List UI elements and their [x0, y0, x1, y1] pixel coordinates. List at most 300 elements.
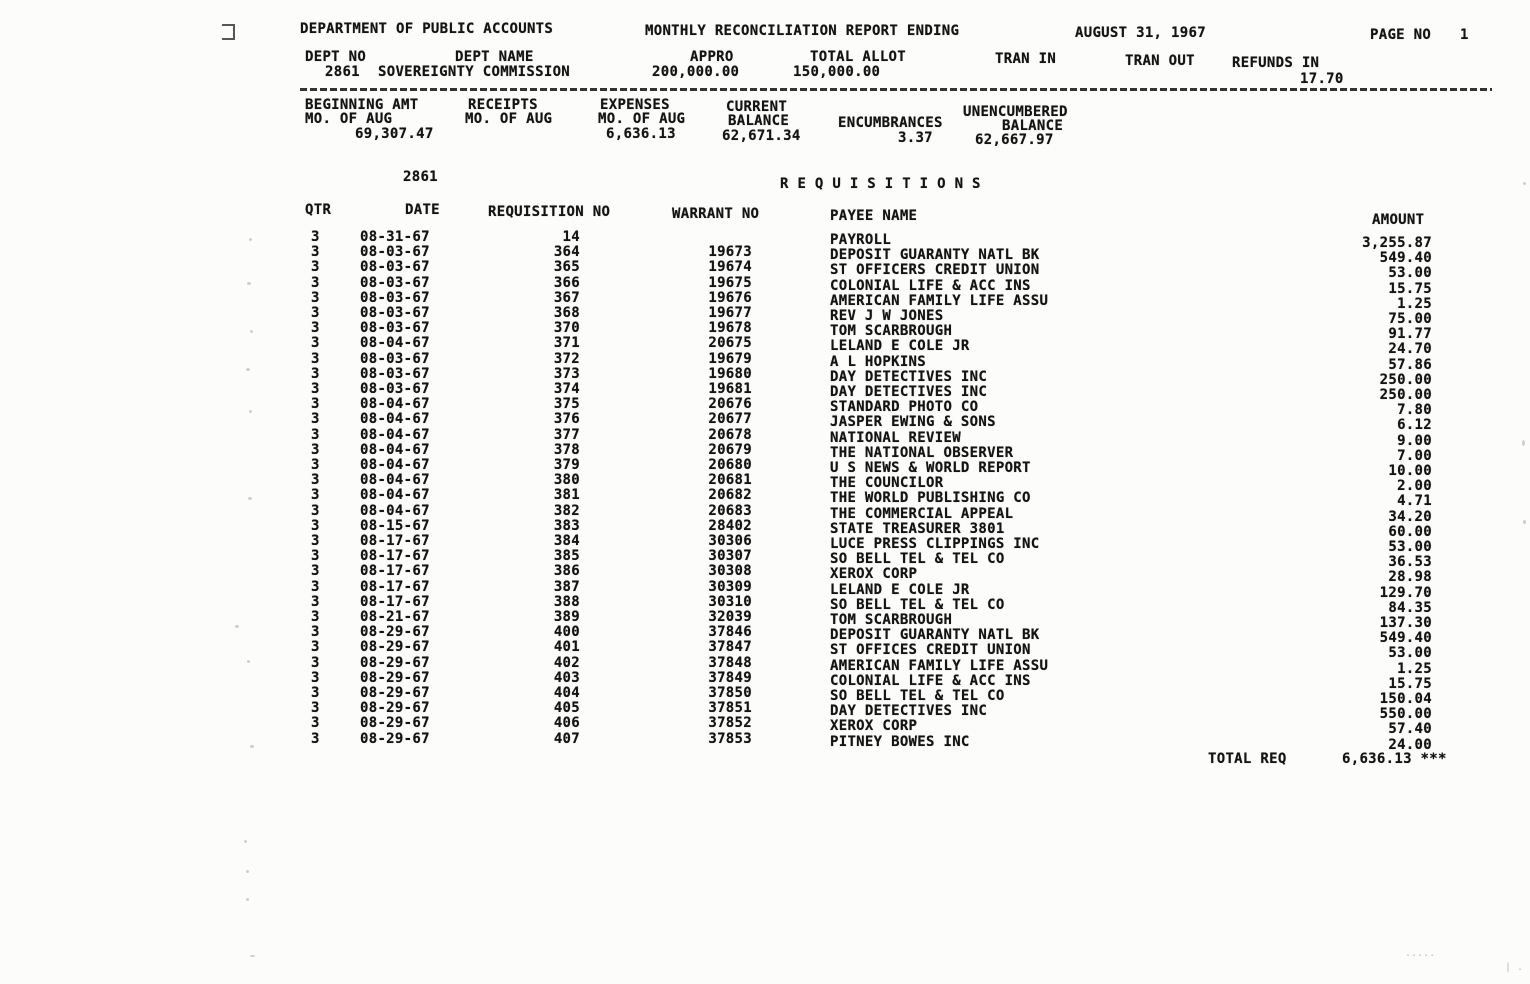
- amount-cell: 2.00: [1397, 478, 1432, 495]
- amount-cell: 91.77: [1388, 326, 1432, 343]
- amount-cell: 9.00: [1397, 432, 1432, 449]
- date-cell: 08-31-67: [360, 229, 430, 245]
- payee-cell: REV J W JONES: [830, 308, 944, 324]
- qtr-cell: 3: [311, 411, 320, 428]
- warrant-no-cell: 30308: [708, 563, 752, 580]
- requisition-row: [0, 563, 1530, 586]
- requisition-row: [0, 472, 1530, 495]
- date-cell: 08-17-67: [360, 548, 430, 565]
- expenses-label: EXPENSES: [600, 97, 670, 113]
- date-cell: 08-29-67: [360, 700, 430, 717]
- encumbrances-label: ENCUMBRANCES: [838, 115, 943, 131]
- amount-cell: 15.75: [1388, 280, 1432, 297]
- scan-artifact: [235, 625, 239, 628]
- report-title: MONTHLY RECONCILIATION REPORT ENDING: [645, 23, 960, 39]
- requisition-no-cell: 370: [553, 320, 580, 337]
- requisition-no-cell: 380: [553, 472, 580, 489]
- warrant-no-cell: 20677: [708, 411, 752, 428]
- requisition-row: [0, 350, 1530, 373]
- requisition-no-cell: 374: [553, 381, 580, 397]
- date-cell: 08-04-67: [360, 487, 430, 504]
- requisition-no-cell: 400: [553, 624, 580, 641]
- refunds-in-label: REFUNDS IN: [1232, 55, 1320, 71]
- requisition-no-cell: 402: [553, 654, 580, 671]
- payee-cell: THE WORLD PUBLISHING CO: [830, 490, 1031, 507]
- requisition-no-cell: 376: [553, 411, 580, 428]
- requisition-no-cell: 382: [553, 502, 580, 519]
- warrant-no-cell: 19673: [708, 244, 752, 261]
- scan-artifact: [1523, 182, 1526, 185]
- requisition-no-cell: 403: [553, 669, 580, 686]
- qtr-cell: 3: [311, 305, 320, 321]
- page-no-label: PAGE NO: [1370, 27, 1432, 43]
- amount-cell: 3,255.87: [1362, 235, 1432, 251]
- qtr-cell: 3: [311, 289, 320, 306]
- amount-cell: 15.75: [1388, 675, 1432, 692]
- amount-cell: 550.00: [1379, 706, 1432, 723]
- requisition-no-cell: 386: [553, 563, 580, 580]
- total-req-label: TOTAL REQ: [1208, 751, 1287, 767]
- amount-cell: 24.70: [1388, 341, 1432, 358]
- requisition-row: [0, 685, 1530, 707]
- payee-cell: U S NEWS & WORLD REPORT: [830, 460, 1031, 476]
- requisition-no-cell: 372: [553, 350, 580, 367]
- amount-cell: 10.00: [1388, 463, 1432, 479]
- amount-cell: 28.98: [1388, 569, 1432, 586]
- payee-cell: DAY DETECTIVES INC: [830, 368, 988, 385]
- qtr-cell: 3: [311, 609, 320, 625]
- warrant-no-cell: 20681: [708, 472, 752, 489]
- expenses-sublabel: MO. OF AUG: [598, 111, 686, 127]
- amount-cell: 549.40: [1379, 250, 1432, 267]
- amount-cell: 57.40: [1388, 721, 1432, 738]
- qtr-cell: 3: [311, 229, 320, 245]
- qtr-cell: 3: [311, 730, 320, 747]
- amount-cell: 7.00: [1397, 447, 1432, 464]
- warrant-no-cell: 20682: [708, 487, 752, 504]
- date-cell: 08-04-67: [360, 411, 430, 428]
- amount-cell: 60.00: [1388, 523, 1432, 540]
- scan-artifact: [249, 410, 252, 413]
- payee-cell: PITNEY BOWES INC: [830, 733, 970, 750]
- date-cell: 08-29-67: [360, 685, 430, 701]
- requisition-row: [0, 320, 1530, 343]
- amount-cell: 6.12: [1397, 417, 1432, 434]
- qtr-cell: 3: [311, 533, 320, 549]
- scan-artifact: [1522, 440, 1525, 446]
- payee-cell: PAYROLL: [830, 232, 892, 248]
- requisition-no-cell: 373: [553, 365, 580, 382]
- amount-cell: 1.25: [1397, 660, 1432, 677]
- scan-artifact: .....: [1405, 948, 1436, 959]
- amount-cell: 129.70: [1379, 584, 1432, 601]
- unencumbered-label: UNENCUMBERED: [963, 104, 1068, 120]
- requisition-no-cell: 366: [553, 274, 580, 291]
- date-cell: 08-17-67: [360, 578, 430, 595]
- payee-cell: XEROX CORP: [830, 566, 918, 583]
- current-label: CURRENT: [726, 99, 788, 115]
- payee-cell: LUCE PRESS CLIPPINGS INC: [830, 536, 1040, 552]
- warrant-no-cell: 19678: [708, 320, 752, 337]
- qtr-cell: 3: [311, 350, 320, 367]
- payee-cell: AMERICAN FAMILY LIFE ASSU: [830, 292, 1049, 309]
- warrant-no-cell: 19677: [708, 305, 752, 321]
- warrant-no-cell: 20678: [708, 426, 752, 443]
- date-cell: 08-29-67: [360, 715, 430, 732]
- qtr-cell: 3: [311, 502, 320, 519]
- warrant-no-cell: 19680: [708, 365, 752, 382]
- date-cell: 08-21-67: [360, 609, 430, 625]
- payee-cell: DAY DETECTIVES INC: [830, 703, 988, 720]
- amount-cell: 549.40: [1379, 630, 1432, 647]
- payee-cell: THE COUNCILOR: [830, 475, 944, 492]
- warrant-no-cell: 37849: [708, 669, 752, 686]
- payee-cell: TOM SCARBROUGH: [830, 323, 953, 340]
- warrant-no-cell: 30310: [708, 593, 752, 610]
- date-cell: 08-03-67: [360, 365, 430, 382]
- dept-name-value: SOVEREIGNTY COMMISSION: [378, 64, 571, 80]
- requisition-row: [0, 654, 1530, 677]
- amount-cell: 75.00: [1388, 311, 1432, 327]
- payee-cell: COLONIAL LIFE & ACC INS: [830, 277, 1031, 294]
- payee-cell: AMERICAN FAMILY LIFE ASSU: [830, 657, 1049, 674]
- qtr-cell: 3: [311, 685, 320, 701]
- payee-cell: NATIONAL REVIEW: [830, 429, 961, 446]
- requisition-no-cell: 385: [553, 548, 580, 565]
- requisition-no-cell: 381: [553, 487, 580, 504]
- qtr-cell: 3: [311, 578, 320, 595]
- requisition-row: [0, 259, 1530, 282]
- date-cell: 08-29-67: [360, 730, 430, 747]
- requisition-row: [0, 274, 1530, 297]
- registration-mark: [222, 24, 235, 40]
- date-cell: 08-04-67: [360, 396, 430, 413]
- warrant-no-cell: 37850: [708, 685, 752, 701]
- col-qtr: QTR: [305, 202, 332, 218]
- scan-artifact: [250, 745, 254, 748]
- scan-artifact: | .: [1505, 962, 1524, 973]
- date-cell: 08-15-67: [360, 517, 430, 534]
- qtr-cell: 3: [311, 639, 320, 656]
- qtr-cell: 3: [311, 274, 320, 291]
- col-warrant-no: WARRANT NO: [672, 206, 760, 222]
- qtr-cell: 3: [311, 563, 320, 580]
- refunds-in-value: 17.70: [1300, 71, 1344, 87]
- date-cell: 08-04-67: [360, 441, 430, 458]
- requisition-row: [0, 335, 1530, 358]
- date-cell: 08-03-67: [360, 274, 430, 291]
- requisition-no-cell: 389: [553, 609, 580, 625]
- requisition-row: [0, 700, 1530, 723]
- report-date: AUGUST 31, 1967: [1075, 25, 1206, 41]
- requisition-row: [0, 487, 1530, 510]
- qtr-cell: 3: [311, 426, 320, 443]
- amount-cell: 1.25: [1397, 295, 1432, 312]
- amount-cell: 57.86: [1388, 356, 1432, 373]
- separator-line: [300, 88, 1492, 91]
- requisition-no-cell: 387: [553, 578, 580, 595]
- requisition-row: [0, 517, 1530, 540]
- qtr-cell: 3: [311, 593, 320, 610]
- amount-cell: 137.30: [1379, 615, 1432, 631]
- current-sublabel: BALANCE: [728, 113, 790, 129]
- amount-cell: 84.35: [1388, 599, 1432, 616]
- appro-label: APPRO: [690, 49, 734, 65]
- qtr-cell: 3: [311, 715, 320, 732]
- expenses-value: 6,636.13: [606, 126, 676, 142]
- page-no-value: 1: [1460, 27, 1469, 43]
- qtr-cell: 3: [311, 654, 320, 671]
- warrant-no-cell: 32039: [708, 609, 752, 625]
- payee-cell: THE COMMERCIAL APPEAL: [830, 505, 1014, 522]
- requisition-row: [0, 624, 1530, 647]
- amount-cell: 53.00: [1388, 645, 1432, 662]
- date-cell: 08-17-67: [360, 563, 430, 580]
- amount-cell: 34.20: [1388, 508, 1432, 525]
- payee-cell: TOM SCARBROUGH: [830, 612, 953, 628]
- requisition-no-cell: 379: [553, 457, 580, 473]
- encumbrances-value: 3.37: [898, 130, 933, 146]
- col-payee-name: PAYEE NAME: [830, 208, 918, 224]
- amount-cell: 4.71: [1397, 493, 1432, 510]
- scan-artifact: [1523, 520, 1526, 524]
- warrant-no-cell: 28402: [708, 517, 752, 534]
- current-balance-value: 62,671.34: [722, 128, 801, 144]
- requisition-no-cell: 364: [553, 244, 580, 261]
- date-cell: 08-17-67: [360, 533, 430, 549]
- date-cell: 08-04-67: [360, 472, 430, 489]
- scan-artifact: [250, 955, 255, 957]
- section-dept-no: 2861: [403, 169, 438, 185]
- requisition-row: [0, 533, 1530, 555]
- tran-out-label: TRAN OUT: [1125, 53, 1195, 69]
- date-cell: 08-29-67: [360, 654, 430, 671]
- warrant-no-cell: 19675: [708, 274, 752, 291]
- qtr-cell: 3: [311, 441, 320, 458]
- qtr-cell: 3: [311, 457, 320, 473]
- date-cell: 08-04-67: [360, 457, 430, 473]
- requisition-no-cell: 407: [553, 730, 580, 747]
- requisition-no-cell: 368: [553, 305, 580, 321]
- receipts-label: RECEIPTS: [468, 97, 538, 113]
- date-cell: 08-03-67: [360, 259, 430, 276]
- payee-cell: DEPOSIT GUARANTY NATL BK: [830, 247, 1040, 264]
- requisition-row: [0, 365, 1530, 388]
- amount-cell: 250.00: [1379, 371, 1432, 388]
- amount-cell: 53.00: [1388, 265, 1432, 282]
- date-cell: 08-03-67: [360, 289, 430, 306]
- requisition-row: [0, 229, 1530, 251]
- scan-artifact: [246, 870, 249, 873]
- requisition-row: [0, 593, 1530, 616]
- unencumbered-sublabel: BALANCE: [1002, 118, 1064, 134]
- receipts-sublabel: MO. OF AUG: [465, 111, 553, 127]
- date-cell: 08-03-67: [360, 350, 430, 367]
- qtr-cell: 3: [311, 244, 320, 261]
- payee-cell: ST OFFICERS CREDIT UNION: [830, 262, 1040, 279]
- qtr-cell: 3: [311, 396, 320, 413]
- scan-artifact: [246, 898, 249, 901]
- qtr-cell: 3: [311, 517, 320, 534]
- requisition-no-cell: 384: [553, 533, 580, 549]
- amount-cell: 53.00: [1388, 539, 1432, 555]
- requisition-row: [0, 548, 1530, 571]
- total-allot-value: 150,000.00: [793, 64, 881, 80]
- warrant-no-cell: 20679: [708, 441, 752, 458]
- qtr-cell: 3: [311, 624, 320, 641]
- tran-in-label: TRAN IN: [995, 51, 1057, 67]
- requisition-row: [0, 669, 1530, 692]
- dept-no-label: DEPT NO: [305, 49, 367, 65]
- amount-cell: 24.00: [1388, 736, 1432, 753]
- section-title: R E Q U I S I T I O N S: [780, 176, 981, 192]
- warrant-no-cell: 37851: [708, 700, 752, 717]
- amount-cell: 7.80: [1397, 402, 1432, 419]
- qtr-cell: 3: [311, 548, 320, 565]
- requisition-row: [0, 502, 1530, 525]
- warrant-no-cell: 37846: [708, 624, 752, 641]
- scan-artifact: [249, 238, 252, 241]
- amount-cell: 150.04: [1379, 691, 1432, 707]
- payee-cell: STATE TREASURER 3801: [830, 520, 1005, 537]
- warrant-no-cell: 20683: [708, 502, 752, 519]
- warrant-no-cell: 19674: [708, 259, 752, 276]
- requisition-no-cell: 14: [562, 229, 580, 245]
- scan-artifact: [247, 660, 250, 663]
- payee-cell: ST OFFICES CREDIT UNION: [830, 642, 1031, 659]
- qtr-cell: 3: [311, 669, 320, 686]
- requisition-row: [0, 715, 1530, 738]
- requisition-row: [0, 426, 1530, 449]
- date-cell: 08-03-67: [360, 381, 430, 397]
- requisition-row: [0, 305, 1530, 327]
- requisition-row: [0, 396, 1530, 419]
- date-cell: 08-29-67: [360, 669, 430, 686]
- beginning-amt-label: BEGINNING AMT: [305, 97, 419, 113]
- requisition-no-cell: 404: [553, 685, 580, 701]
- requisition-no-cell: 377: [553, 426, 580, 443]
- warrant-no-cell: 30307: [708, 548, 752, 565]
- requisition-row: [0, 411, 1530, 434]
- header-department: DEPARTMENT OF PUBLIC ACCOUNTS: [300, 21, 554, 37]
- qtr-cell: 3: [311, 320, 320, 337]
- qtr-cell: 3: [311, 259, 320, 276]
- payee-cell: SO BELL TEL & TEL CO: [830, 596, 1005, 613]
- requisition-no-cell: 383: [553, 517, 580, 534]
- scan-artifact: [248, 497, 252, 500]
- requisition-row: [0, 609, 1530, 631]
- date-cell: 08-04-67: [360, 502, 430, 519]
- warrant-no-cell: 37852: [708, 715, 752, 732]
- requisition-no-cell: 406: [553, 715, 580, 732]
- qtr-cell: 3: [311, 365, 320, 382]
- requisition-no-cell: 405: [553, 700, 580, 717]
- payee-cell: DEPOSIT GUARANTY NATL BK: [830, 627, 1040, 644]
- dept-name-label: DEPT NAME: [455, 49, 534, 65]
- unencumbered-balance-value: 62,667.97: [975, 132, 1054, 148]
- col-requisition-no: REQUISITION NO: [488, 204, 611, 220]
- requisition-row: [0, 639, 1530, 662]
- amount-cell: 36.53: [1388, 554, 1432, 571]
- warrant-no-cell: 37848: [708, 654, 752, 671]
- payee-cell: JASPER EWING & SONS: [830, 414, 996, 431]
- date-cell: 08-03-67: [360, 244, 430, 261]
- payee-cell: THE NATIONAL OBSERVER: [830, 444, 1014, 461]
- col-amount: AMOUNT: [1372, 212, 1425, 228]
- requisition-no-cell: 388: [553, 593, 580, 610]
- requisition-no-cell: 375: [553, 396, 580, 413]
- total-allot-label: TOTAL ALLOT: [810, 49, 907, 65]
- col-date: DATE: [405, 202, 440, 218]
- payee-cell: XEROX CORP: [830, 718, 918, 735]
- scan-artifact: [244, 840, 247, 843]
- warrant-no-cell: 20675: [708, 335, 752, 352]
- payee-cell: COLONIAL LIFE & ACC INS: [830, 672, 1031, 689]
- payee-cell: STANDARD PHOTO CO: [830, 399, 979, 416]
- scan-artifact: [247, 282, 251, 285]
- qtr-cell: 3: [311, 381, 320, 397]
- payee-cell: DAY DETECTIVES INC: [830, 384, 988, 400]
- qtr-cell: 3: [311, 487, 320, 504]
- warrant-no-cell: 37847: [708, 639, 752, 656]
- qtr-cell: 3: [311, 335, 320, 352]
- warrant-no-cell: 30309: [708, 578, 752, 595]
- warrant-no-cell: 19676: [708, 289, 752, 306]
- requisition-row: [0, 457, 1530, 479]
- requisition-row: [0, 730, 1530, 753]
- requisition-row: [0, 441, 1530, 464]
- date-cell: 08-03-67: [360, 305, 430, 321]
- date-cell: 08-29-67: [360, 639, 430, 656]
- requisition-no-cell: 367: [553, 289, 580, 306]
- requisition-no-cell: 365: [553, 259, 580, 276]
- requisition-no-cell: 378: [553, 441, 580, 458]
- date-cell: 08-03-67: [360, 320, 430, 337]
- warrant-no-cell: 30306: [708, 533, 752, 549]
- payee-cell: A L HOPKINS: [830, 353, 927, 370]
- total-req-value: 6,636.13 ***: [1342, 751, 1447, 767]
- warrant-no-cell: 19679: [708, 350, 752, 367]
- requisition-row: [0, 289, 1530, 312]
- date-cell: 08-04-67: [360, 426, 430, 443]
- dept-no-value: 2861: [325, 64, 360, 80]
- requisition-row: [0, 578, 1530, 601]
- payee-cell: SO BELL TEL & TEL CO: [830, 551, 1005, 568]
- qtr-cell: 3: [311, 472, 320, 489]
- date-cell: 08-04-67: [360, 335, 430, 352]
- payee-cell: LELAND E COLE JR: [830, 338, 970, 355]
- qtr-cell: 3: [311, 700, 320, 717]
- warrant-no-cell: 19681: [708, 381, 752, 397]
- warrant-no-cell: 37853: [708, 730, 752, 747]
- requisition-row: [0, 381, 1530, 403]
- requisition-no-cell: 401: [553, 639, 580, 656]
- payee-cell: LELAND E COLE JR: [830, 581, 970, 598]
- beginning-amt-sublabel: MO. OF AUG: [305, 111, 393, 127]
- payee-cell: SO BELL TEL & TEL CO: [830, 688, 1005, 704]
- date-cell: 08-29-67: [360, 624, 430, 641]
- warrant-no-cell: 20680: [708, 457, 752, 473]
- scan-artifact: [250, 330, 253, 333]
- scan-artifact: [246, 368, 250, 371]
- amount-cell: 250.00: [1379, 387, 1432, 403]
- appro-value: 200,000.00: [652, 64, 740, 80]
- requisition-no-cell: 371: [553, 335, 580, 352]
- warrant-no-cell: 20676: [708, 396, 752, 413]
- beginning-amt-value: 69,307.47: [355, 126, 434, 142]
- requisition-row: [0, 244, 1530, 267]
- date-cell: 08-17-67: [360, 593, 430, 610]
